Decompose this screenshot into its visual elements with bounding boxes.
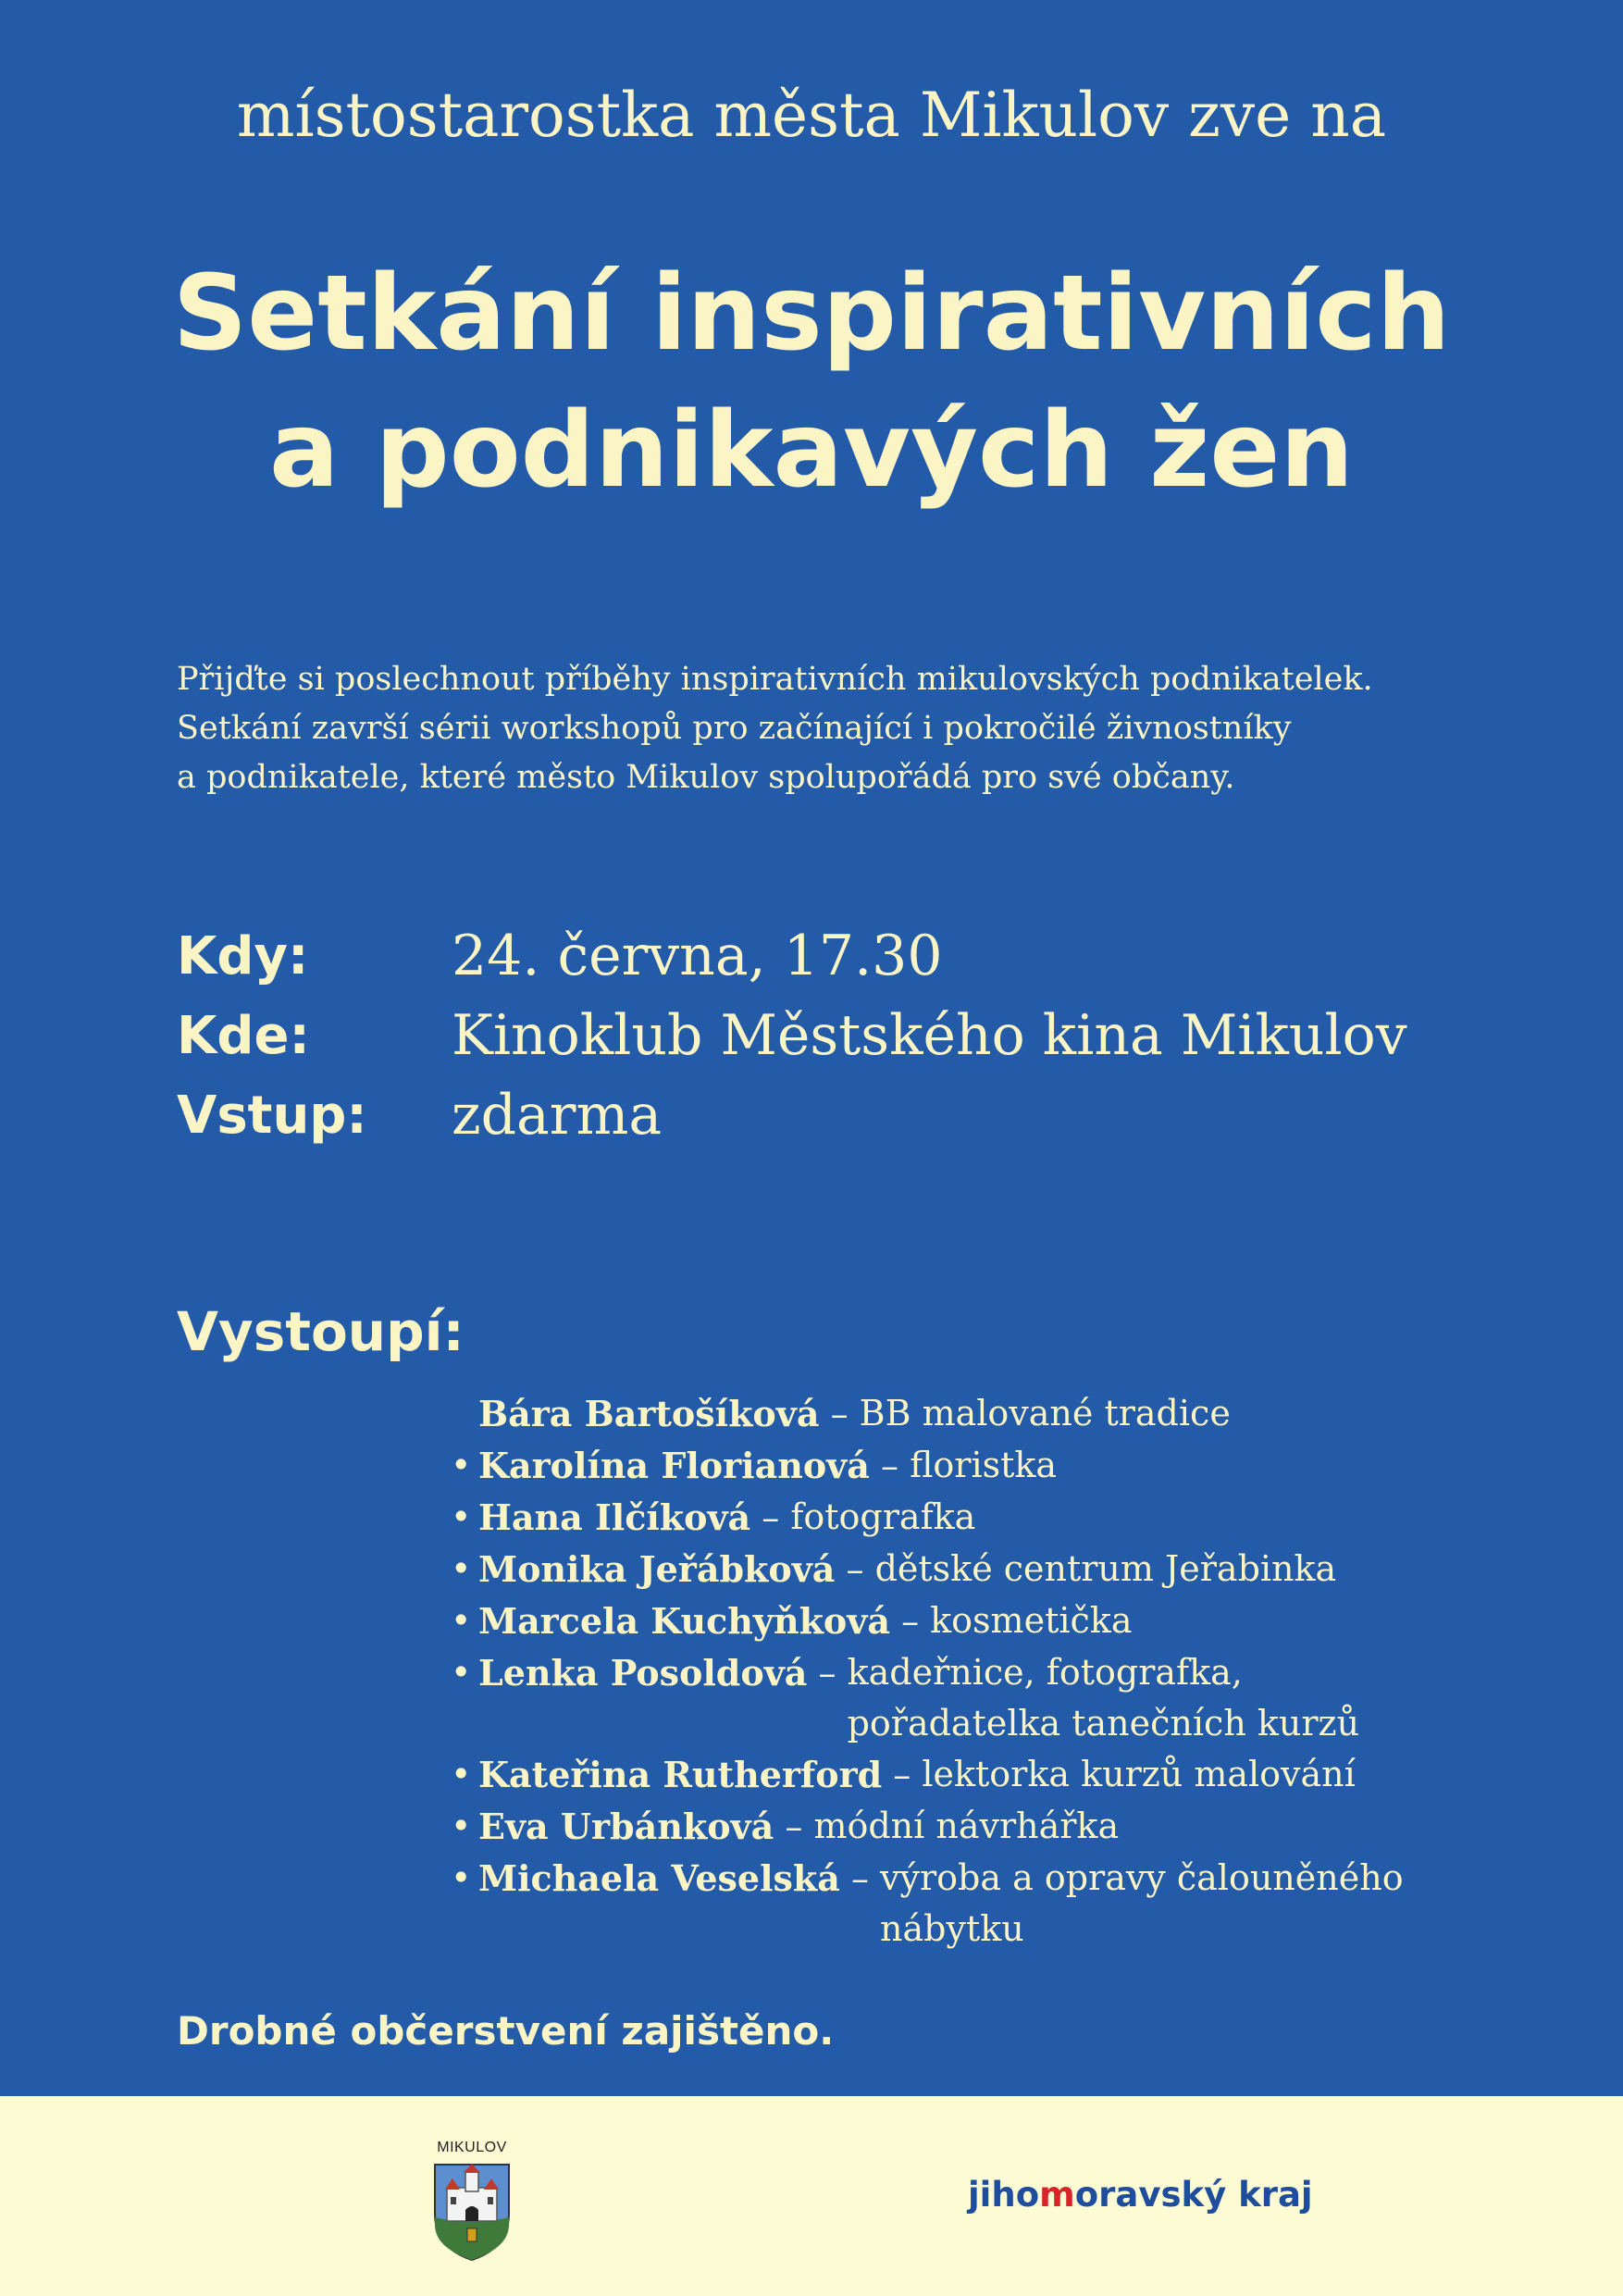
speaker-name: Michaela Veselská [478,1857,840,1899]
event-title [0,245,1623,519]
bullet: • [451,1600,472,1641]
speaker-item [451,1853,1561,1955]
speaker-name: Hana Ilčíková [478,1496,751,1538]
intro-line-3: a podnikatele, které město Mikulov spolupořádá pro své občany. [177,759,1235,796]
intro-paragraph [177,655,1565,802]
intro-line-2: Setkání završí sérii workshopů pro začínající i pokročilé živnostníky [177,710,1292,747]
speaker-dash: – [819,1394,860,1434]
speaker-role: fotografka [790,1496,976,1537]
speaker-item [451,1544,1561,1595]
mikulov-crest [427,2140,516,2268]
entry-label: Vstup: [177,1085,367,1146]
jihomoravsky-kraj-logo [968,2175,1313,2215]
bullet: • [451,1496,472,1537]
info-row-when [177,916,1546,996]
speaker-role: výroba a opravy čalouněného [880,1857,1404,1898]
intro-line-1: Přijďte si poslechnout příběhy inspirativních mikulovských podnikatelek. [177,661,1373,698]
speaker-dash: – [889,1601,931,1642]
speaker-dash: – [807,1653,848,1694]
bullet: • [451,1548,472,1589]
speaker-dash: – [869,1446,911,1486]
speaker-item [451,1647,1561,1749]
speaker-role: BB malované tradice [859,1393,1231,1433]
speaker-dash: – [835,1549,875,1590]
speaker-role: módní návrhářka [813,1806,1120,1846]
speaker-name: Eva Urbánková [478,1806,774,1847]
speaker-name: Lenka Posoldová [478,1652,808,1694]
event-title-line-1: Setkání inspirativních [172,254,1451,374]
speaker-role: dětské centrum Jeřabinka [874,1548,1337,1589]
when-value: 24. června, 17.30 [452,924,943,988]
speaker-role: kadeřnice, fotografka, [847,1652,1243,1693]
speaker-item [451,1595,1561,1647]
bullet: • [451,1857,472,1898]
speaker-name: Marcela Kuchyňková [478,1600,890,1642]
speaker-role-continued: nábytku [880,1908,1024,1949]
bullet: • [451,1806,472,1846]
when-label: Kdy: [177,925,309,987]
bullet: • [451,1445,472,1485]
bullet: • [451,1652,472,1693]
speaker-name: Monika Jeřábková [478,1548,836,1590]
speaker-role-continued: pořadatelka tanečních kurzů [847,1703,1360,1744]
where-value: Kinoklub Městského kina Mikulov [452,1003,1407,1068]
speaker-item [451,1440,1561,1492]
speaker-name: Bára Bartošíková [478,1393,820,1434]
speaker-name: Karolína Florianová [478,1445,870,1486]
region-text-part-2: m [1039,2175,1075,2215]
speaker-dash: – [774,1806,814,1847]
region-text-part-3: oravský kraj [1074,2175,1313,2215]
where-label: Kde: [177,1005,310,1066]
speaker-role: lektorka kurzů malování [922,1754,1356,1794]
region-text-part-1: jiho [968,2175,1040,2215]
speaker-dash: – [839,1858,881,1899]
speaker-item [451,1749,1561,1801]
speaker-item [451,1388,1561,1440]
speaker-dash: – [750,1497,791,1538]
mikulov-coat-of-arms-icon [430,2160,514,2264]
speaker-role: kosmetička [930,1600,1133,1641]
entry-value: zdarma [452,1083,663,1148]
event-title-line-2: a podnikavých žen [268,391,1355,511]
info-row-where [177,996,1546,1075]
speaker-name: Kateřina Rutherford [478,1754,883,1795]
bullet: • [451,1754,472,1794]
speaker-list [451,1388,1561,1955]
closing-note: Drobné občerstvení zajištěno. [177,2008,835,2054]
town-label: MIKULOV [437,2140,507,2155]
info-row-entry [177,1075,1546,1155]
speaker-item [451,1801,1561,1853]
invite-line: místostarostka města Mikulov zve na [236,80,1387,151]
speaker-role: floristka [910,1445,1058,1485]
speaker-item [451,1492,1561,1544]
speakers-heading: Vystoupí: [177,1300,465,1363]
speaker-dash: – [882,1755,923,1795]
event-info [177,916,1546,1155]
